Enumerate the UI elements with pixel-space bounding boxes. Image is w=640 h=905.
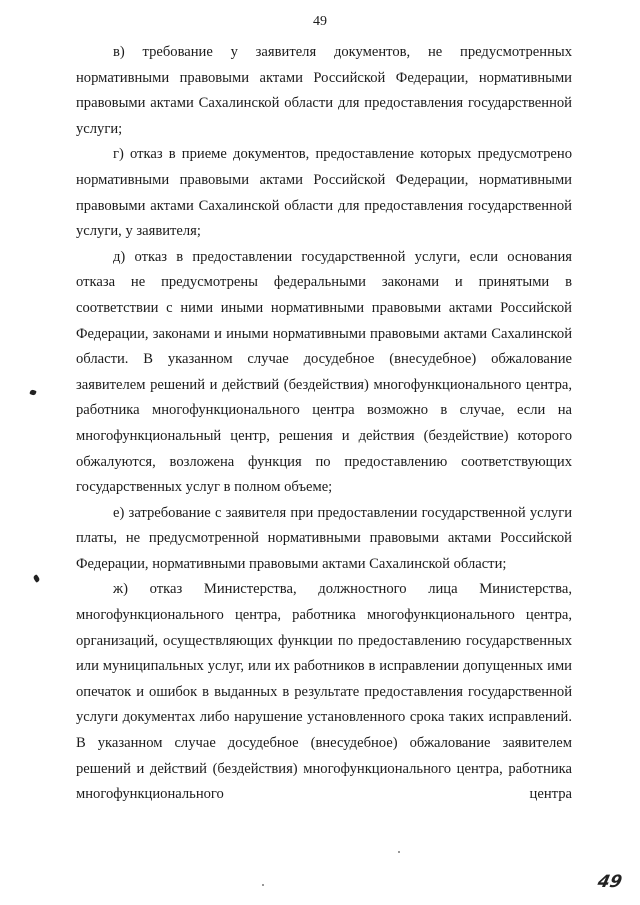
paragraph-g: г) отказ в приеме документов, предоставление которых предусмотрено нормативными правовыми актами Российской Федерации, нормативными правовыми актами Сахалинской области для предоставления государственной услуги, у заявителя; [76, 146, 572, 240]
handwritten-page-number: 49 [595, 872, 624, 892]
document-body [76, 40, 572, 808]
scan-speck [398, 851, 400, 853]
ink-mark [29, 389, 36, 396]
paragraph-d: д) отказ в предоставлении государственной услуги, если основания отказа не предусмотрены федеральными законами и принятыми в соответствии с ними иными нормативными правовыми актами Российской Федерации, законами и иными нормативными правовыми актами Сахалинской области. В указанном случае досудебное (внесудебное) обжалование заявителем решений и действий (бездействия) многофункционального центра, работника многофункционального центра возможно в случае, если на многофункциональный центр, решения и действия (бездействие) которого обжалуются, возложена функция по предоставлению соответствующих государственных услуг в полном объеме; [76, 248, 572, 496]
paragraph-v: в) требование у заявителя документов, не предусмотренных нормативными правовыми актами Российской Федерации, нормативными правовыми актами Сахалинской области для предоставления государственной услуги; [76, 44, 572, 137]
scan-speck [262, 884, 264, 886]
page-number: 49 [313, 14, 327, 29]
paragraph-zh: ж) отказ Министерства, должностного лица Министерства, многофункционального центра, работника многофункционального центра, организаций, осуществляющих функции по предоставлению государственных или муниципальных услуг, или их работников в исправлении допущенных ими опечаток и ошибок в выданных в результате предоставления государственной услуги документах либо нарушение установленного срока таких исправлений. В указанном случае досудебное (внесудебное) обжалование заявителем решений и действий (бездействия) многофункционального центра, работника многофункционального центра [76, 581, 572, 803]
paragraph-e: е) затребование с заявителя при предоставлении государственной услуги платы, не предусмотренной нормативными правовыми актами Российской Федерации, нормативными правовыми актами Сахалинской области; [76, 504, 572, 572]
ink-mark [32, 574, 40, 583]
